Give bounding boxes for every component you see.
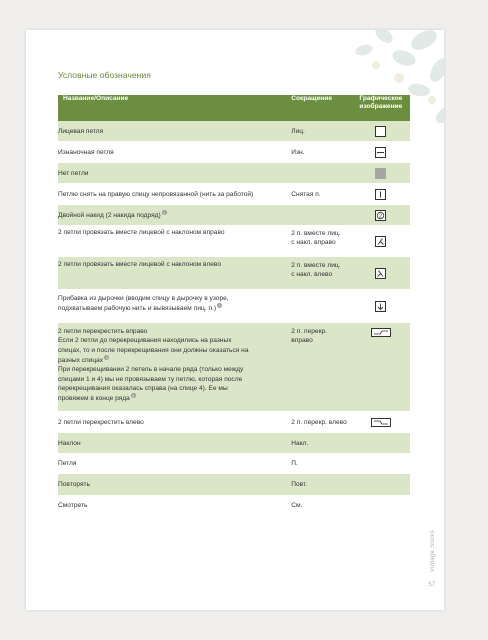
row-abbr: Повт. xyxy=(291,481,308,488)
table-row xyxy=(58,205,410,225)
row-abbr-line1: 2 п. вместе лиц. xyxy=(291,230,341,237)
row-abbr: Снятая п. xyxy=(291,190,321,198)
row-name: Петлю снять на правую спицу непровязанной (нить за работой) xyxy=(58,190,254,198)
row-name: Нет петли xyxy=(58,169,89,177)
column-header-graphic-line1: Графическое xyxy=(359,95,403,102)
table-header-row xyxy=(58,95,410,121)
k2tog-left-icon xyxy=(375,268,386,279)
table-row xyxy=(58,323,410,411)
table-row xyxy=(58,141,410,163)
column-header-graphic xyxy=(352,95,410,121)
row-abbr: Лиц. xyxy=(291,127,305,135)
table-row xyxy=(58,411,410,433)
row-name: Смотреть xyxy=(58,502,88,509)
page-number: 57 xyxy=(428,582,435,588)
table-row xyxy=(58,453,410,474)
section-heading: Условные обозначения xyxy=(58,70,151,80)
double-yarn-over-icon xyxy=(375,210,386,221)
table-row xyxy=(58,289,410,323)
k2tog-right-icon xyxy=(375,236,386,247)
cross-right-icon xyxy=(371,328,391,337)
row-name: Изнаночная петля xyxy=(58,148,114,156)
side-book-title: Vintage Socks xyxy=(430,530,436,573)
row-name: Повторять xyxy=(58,481,90,488)
table-row xyxy=(58,495,410,516)
table-row xyxy=(58,474,410,495)
column-header-abbr: Сокращение xyxy=(291,95,351,121)
row-abbr: П. xyxy=(291,460,298,467)
footnote-marker: 1 xyxy=(163,210,166,216)
svg-text:2: 2 xyxy=(379,213,383,219)
table-row xyxy=(58,225,410,257)
row-name-line: разных спицах xyxy=(58,357,104,365)
row-name: Лицевая петля xyxy=(58,127,104,135)
row-name: Наклон xyxy=(58,439,81,447)
row-name-line: спицами 1 и 4) мы не провязываем ту петлю, которая после xyxy=(58,375,243,383)
table-row xyxy=(58,121,410,141)
row-name: 2 петли перекрестить влево xyxy=(58,418,144,426)
row-name-line2: подхватываем рабочую нить и вывязываем лиц. п.) xyxy=(58,305,217,313)
row-name: Двойной накид (2 накида подряд) xyxy=(58,212,161,220)
row-name-line: перекрещивания оказалась справа (на спице 4). Ее мы xyxy=(58,384,228,392)
row-name-line: 2 петли перекрестить вправо xyxy=(58,328,148,335)
row-name: 2 петли провязать вместе лицевой с наклоном вправо xyxy=(58,229,225,236)
row-name: Петля xyxy=(58,460,77,467)
row-abbr: Изн. xyxy=(291,148,305,156)
row-abbr-line1: 2 п. вместе лиц. xyxy=(291,262,341,269)
row-abbr-line2: с накл. вправо xyxy=(291,239,336,246)
footnote-marker: 4 xyxy=(132,393,135,399)
table-row xyxy=(58,433,410,453)
knit-stitch-icon xyxy=(375,126,386,137)
footnote-marker: 2 xyxy=(218,303,221,308)
row-name: 2 петли провязать вместе лицевой с наклоном влево xyxy=(58,261,221,268)
row-name-line: спицах, то и после перекрещивания они должны оказаться на xyxy=(58,346,249,354)
column-header-name: Название/Описание xyxy=(58,95,291,121)
table-row xyxy=(58,257,410,289)
row-abbr-line1: 2 п. перекр. xyxy=(291,328,327,335)
row-abbr: 2 п. перекр. влево xyxy=(291,418,347,426)
table-row xyxy=(58,183,410,205)
row-abbr: Накл. xyxy=(291,439,309,447)
document-page xyxy=(26,30,444,610)
slip-stitch-icon xyxy=(375,189,386,200)
row-name-line: провяжем в конце ряда xyxy=(58,395,130,403)
increase-icon xyxy=(375,301,386,312)
table-row xyxy=(58,163,410,183)
legend-table xyxy=(58,95,410,516)
column-header-graphic-line2: изображение xyxy=(359,103,403,110)
row-name-line: При перекрещивании 2 петель в начале ряда (только между xyxy=(58,366,244,374)
row-abbr: См. xyxy=(291,502,303,509)
footnote-marker: 3 xyxy=(105,354,108,360)
row-abbr-line2: вправо xyxy=(291,337,313,344)
no-stitch-icon xyxy=(375,168,386,179)
cross-left-icon xyxy=(371,418,391,427)
purl-stitch-icon xyxy=(375,147,386,158)
row-name-line1: Прибавка из дырочки (вводим спицу в дырочку в узоре, xyxy=(58,295,229,302)
row-abbr-line2: с накл. влево xyxy=(291,271,333,278)
row-name-line: Если 2 петли до перекрещивания находились на разных xyxy=(58,337,232,345)
